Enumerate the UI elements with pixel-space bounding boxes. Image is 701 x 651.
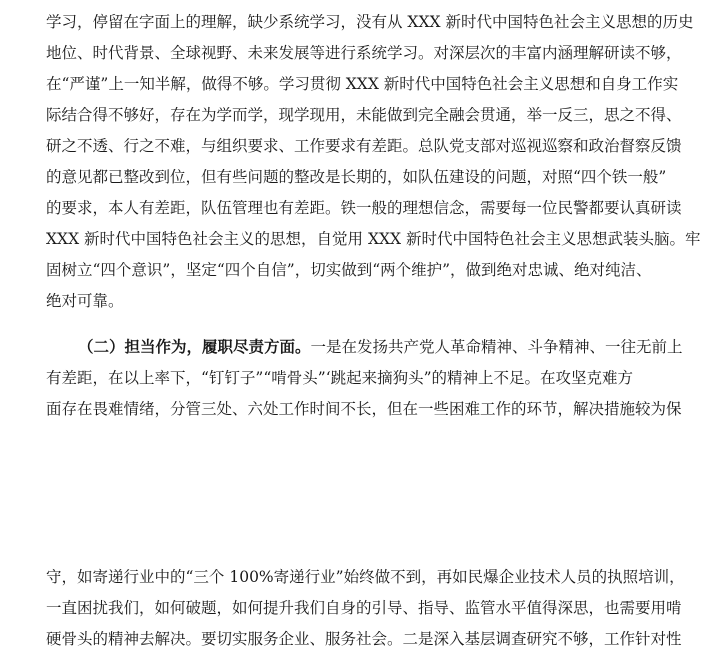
paragraph-line: 硬骨头的精神去解决。要切实服务企业、服务社会。二是深入基层调查研究不够，工作针对性 [46, 630, 682, 648]
paragraph-line: 的要求，本人有差距，队伍管理也有差距。铁一般的理想信念，需要每一位民警都要认真研读 [46, 199, 682, 217]
paragraph-line: 地位、时代背景、全球视野、未来发展等进行系统学习。对深层次的丰富内涵理解研读不够， [46, 44, 682, 62]
paragraph-line: 有差距，在以上率下，“钉钉子”“啃骨头”‘跳起来摘狗头”的精神上不足。在攻坚克难方 [46, 369, 634, 387]
paragraph-line: 一直困扰我们，如何破题，如何提升我们自身的引导、指导、监管水平值得深思，也需要用啃 [46, 599, 682, 617]
paragraph-line: 学习，停留在字面上的理解，缺少系统学习，没有从 XXX 新时代中国特色社会主义思想的历史 [46, 13, 694, 31]
section-heading: （二）担当作为，履职尽责方面。 [78, 337, 311, 356]
paragraph-line: 固树立“四个意识”，坚定“四个自信”，切实做到“两个维护”，做到绝对忠诚、绝对纯洁、 [46, 261, 652, 279]
paragraph-line: 的意见都已整改到位，但有些问题的整改是长期的，如队伍建设的问题，对照“四个铁一般” [46, 168, 667, 186]
paragraph-line: 面存在畏难情绪，分管三处、六处工作时间不长，但在一些困难工作的环节，解决措施较为保 [46, 400, 682, 418]
paragraph-line: 际结合得不够好，存在为学而学，现学现用，未能做到完全融会贯通，举一反三，思之不得、 [46, 106, 682, 124]
section-heading-line [78, 337, 683, 359]
paragraph-line: 守，如寄递行业中的“三个 100%寄递行业”始终做不到，再如民爆企业技术人员的执照培训， [46, 568, 685, 586]
paragraph-line: XXX 新时代中国特色社会主义的思想，自觉用 XXX 新时代中国特色社会主义思想武装头脑。牢 [46, 230, 701, 248]
paragraph-line: 研之不透、行之不难，与组织要求、工作要求有差距。总队党支部对巡视巡察和政治督察反馈 [46, 137, 682, 155]
section-heading-rest: 一是在发扬共产党人革命精神、斗争精神、一往无前上 [310, 338, 683, 356]
paragraph-line: 在“严谨”上一知半解，做得不够。学习贯彻 XXX 新时代中国特色社会主义思想和自身工作实 [46, 75, 679, 93]
paragraph-line: 绝对可靠。 [46, 292, 124, 310]
